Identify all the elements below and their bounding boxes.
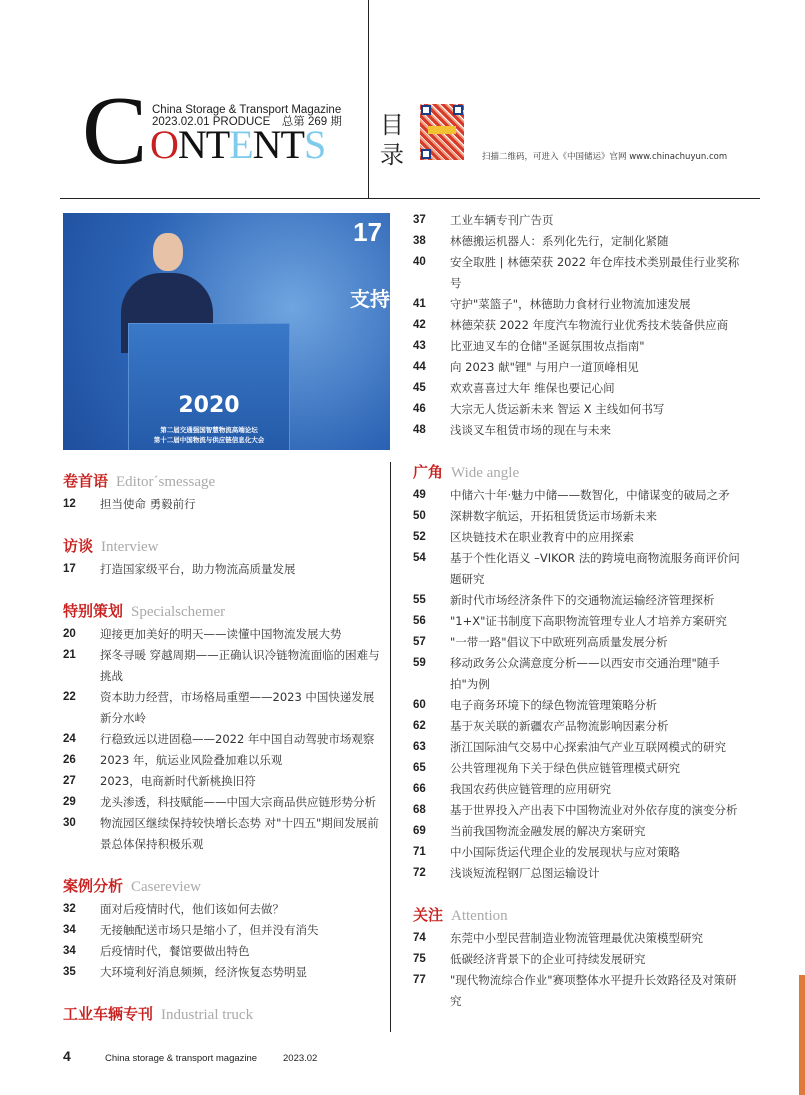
page-edge-strip xyxy=(799,975,805,1095)
logo-o: O xyxy=(150,122,178,167)
entry-title: 区块链技术在职业教育中的应用探索 xyxy=(450,530,634,544)
entry-page: 48 xyxy=(413,424,426,436)
entry-page: 49 xyxy=(413,489,426,501)
entry-title: 行稳致远以进固稳——2022 年中国自动驾驶市场观察 xyxy=(100,732,375,746)
entry-title: "一带一路"倡议下中欧班列高质量发展分析 xyxy=(450,635,668,649)
entry-title: 公共管理视角下关于绿色供应链管理模式研究 xyxy=(450,761,680,775)
logo-e: E xyxy=(229,122,253,167)
section-header xyxy=(63,600,381,624)
magazine-name: China Storage & Transport Magazine xyxy=(152,104,342,116)
entry-title: 面对后疫情时代，他们该如何去做？ xyxy=(100,902,284,916)
entry-title: 比亚迪叉车的仓储"圣诞氛围妆点指南" xyxy=(450,339,645,353)
column-divider xyxy=(390,462,391,1032)
entry-title: 探冬寻暖 穿越周期——正确认识冷链物流面临的困难与挑战 xyxy=(100,648,380,683)
section-title-en: Editor´smessage xyxy=(116,474,216,490)
toc-entry[interactable] xyxy=(413,800,745,821)
toc-entry[interactable] xyxy=(63,729,381,750)
entry-title: 2023 年，航运业风险叠加难以乐观 xyxy=(100,753,283,767)
toc-entry[interactable] xyxy=(413,527,745,548)
entry-title: 迎接更加美好的明天——读懂中国物流发展大势 xyxy=(100,627,342,641)
section-title-cn: 卷首语 xyxy=(63,472,109,490)
toc-right-column xyxy=(413,210,745,1012)
entry-page: 77 xyxy=(413,974,426,986)
toc-entry[interactable] xyxy=(413,590,745,611)
logo-s: S xyxy=(303,122,326,167)
toc-entry[interactable] xyxy=(413,970,745,1012)
entry-page: 41 xyxy=(413,298,426,310)
toc-entry[interactable] xyxy=(63,559,381,580)
entry-title: 守护"菜篮子"，林德助力食材行业物流加速发展 xyxy=(450,297,691,311)
entry-title: 担当使命 勇毅前行 xyxy=(100,497,196,511)
section-title-en: Industrial truck xyxy=(161,1007,254,1023)
entry-page: 22 xyxy=(63,691,76,703)
toc-entry[interactable] xyxy=(413,842,745,863)
section-title-en: Casereview xyxy=(131,879,201,895)
entry-page: 43 xyxy=(413,340,426,352)
section-header xyxy=(63,470,381,494)
entry-title: 电子商务环境下的绿色物流管理策略分析 xyxy=(450,698,657,712)
entry-title: 基于世界投入产出表下中国物流业对外依存度的演变分析 xyxy=(450,803,738,817)
entry-title: 基于个性化语义 –VIKOR 法的跨境电商物流服务商评价问题研究 xyxy=(450,551,740,586)
entry-title: "现代物流综合作业"赛项整体水平提升长效路径及对策研究 xyxy=(450,973,737,1008)
qr-marker xyxy=(421,149,431,159)
section-title-cn: 广角 xyxy=(413,463,444,481)
entry-page: 40 xyxy=(413,256,426,268)
contents-logo xyxy=(150,122,326,167)
toc-entry[interactable] xyxy=(63,792,381,813)
toc-entry[interactable] xyxy=(63,899,381,920)
entry-page: 52 xyxy=(413,531,426,543)
photo-page-badge: 17 xyxy=(353,217,382,247)
podium-year: 2020 xyxy=(178,393,240,418)
toc-entry[interactable] xyxy=(63,624,381,645)
entry-page: 32 xyxy=(63,903,76,915)
entry-page: 59 xyxy=(413,657,426,669)
entry-page: 50 xyxy=(413,510,426,522)
toc-entry[interactable] xyxy=(63,687,381,729)
toc-entry[interactable] xyxy=(413,737,745,758)
entry-page: 35 xyxy=(63,966,76,978)
entry-page: 74 xyxy=(413,932,426,944)
conference-line-2: 第十二届中国物流与供应链信息化大会 xyxy=(153,436,265,444)
entry-page: 44 xyxy=(413,361,426,373)
entry-title: 东莞中小型民营制造业物流管理最优决策模型研究 xyxy=(450,931,703,945)
entry-page: 65 xyxy=(413,762,426,774)
entry-page: 63 xyxy=(413,741,426,753)
section-title-en: Specialschemer xyxy=(131,604,226,620)
section-header xyxy=(413,461,745,485)
entry-title: 安全取胜 | 林德荣获 2022 年仓库技术类别最佳行业奖称号 xyxy=(450,255,740,290)
toc-entry[interactable] xyxy=(413,420,745,441)
toc-entry[interactable] xyxy=(413,779,745,800)
entry-page: 34 xyxy=(63,924,76,936)
toc-entry[interactable] xyxy=(63,920,381,941)
toc-entry[interactable] xyxy=(413,252,745,294)
entry-title: 移动政务公众满意度分析——以西安市交通治理"随手拍"为例 xyxy=(450,656,720,691)
entry-page: 62 xyxy=(413,720,426,732)
entry-title: 欢欢喜喜过大年 维保也要记心间 xyxy=(450,381,615,395)
toc-entry[interactable] xyxy=(413,716,745,737)
toc-entry[interactable] xyxy=(413,506,745,527)
entry-page: 55 xyxy=(413,594,426,606)
cover-photo xyxy=(63,213,390,450)
entry-page: 24 xyxy=(63,733,76,745)
toc-entry[interactable] xyxy=(413,485,745,506)
toc-entry[interactable] xyxy=(413,611,745,632)
entry-title: 打造国家级平台，助力物流高质量发展 xyxy=(100,562,296,576)
entry-page: 29 xyxy=(63,796,76,808)
toc-left-column xyxy=(63,470,381,1027)
section-header xyxy=(63,535,381,559)
entry-title: 大环境利好消息频频，经济恢复态势明显 xyxy=(100,965,307,979)
entry-page: 71 xyxy=(413,846,426,858)
entry-title: 低碳经济背景下的企业可持续发展研究 xyxy=(450,952,646,966)
entry-title: 后疫情时代，餐馆要做出特色 xyxy=(100,944,250,958)
section-title-cn: 特别策划 xyxy=(63,602,124,620)
entry-title: 无接触配送市场只是缩小了，但并没有消失 xyxy=(100,923,319,937)
toc-entry[interactable] xyxy=(413,548,745,590)
issue-line: 2023.02.01 PRODUCE 总第 269 期 xyxy=(152,116,342,128)
entry-title: "1+X"证书制度下高职物流管理专业人才培养方案研究 xyxy=(450,614,727,628)
logo-nt: NT xyxy=(177,122,230,167)
toc-entry[interactable] xyxy=(63,494,381,515)
entry-title: 中小国际货运代理企业的发展现状与应对策略 xyxy=(450,845,680,859)
entry-title: 林德搬运机器人：系列化先行，定制化紧随 xyxy=(450,234,669,248)
scan-text: 扫描二维码，可进入《中国储运》官网 www.chinachuyun.com xyxy=(482,152,728,162)
backdrop-text: 支持 xyxy=(350,287,390,311)
entry-page: 21 xyxy=(63,649,76,661)
toc-entry[interactable] xyxy=(63,750,381,771)
entry-page: 45 xyxy=(413,382,426,394)
page-number: 4 xyxy=(63,1048,71,1064)
toc-entry[interactable] xyxy=(413,863,745,884)
entry-page: 26 xyxy=(63,754,76,766)
logo-nt2: NT xyxy=(252,122,304,167)
entry-page: 12 xyxy=(63,498,76,510)
toc-entry[interactable] xyxy=(413,928,745,949)
entry-title: 浅谈叉车租赁市场的现在与未来 xyxy=(450,423,611,437)
entry-title: 我国农药供应链管理的应用研究 xyxy=(450,782,611,796)
mulu-title: 目录 xyxy=(380,111,404,169)
entry-page: 69 xyxy=(413,825,426,837)
qr-marker xyxy=(421,105,431,115)
qr-logo xyxy=(428,126,456,134)
entry-page: 38 xyxy=(413,235,426,247)
header-divider xyxy=(60,198,760,199)
entry-title: 资本助力经营，市场格局重塑——2023 中国快递发展新分水岭 xyxy=(100,690,375,725)
entry-title: 物流园区继续保持较快增长态势 对"十四五"期间发展前景总体保持积极乐观 xyxy=(100,816,379,851)
qr-code[interactable] xyxy=(420,104,464,160)
magazine-info xyxy=(152,104,342,128)
footer-magazine: China storage & transport magazine xyxy=(105,1053,258,1064)
entry-page: 66 xyxy=(413,783,426,795)
entry-page: 30 xyxy=(63,817,76,829)
toc-entry[interactable] xyxy=(413,357,745,378)
entry-page: 60 xyxy=(413,699,426,711)
entry-page: 75 xyxy=(413,953,426,965)
toc-entry[interactable] xyxy=(413,695,745,716)
entry-title: 基于灰关联的新疆农产品物流影响因素分析 xyxy=(450,719,669,733)
entry-page: 20 xyxy=(63,628,76,640)
entry-page: 42 xyxy=(413,319,426,331)
toc-entry[interactable] xyxy=(413,315,745,336)
toc-entry[interactable] xyxy=(413,399,745,420)
entry-page: 68 xyxy=(413,804,426,816)
entry-title: 深耕数字航运，开拓租赁货运市场新未来 xyxy=(450,509,657,523)
speaker-head xyxy=(153,233,183,271)
header-divider-vertical xyxy=(368,0,369,198)
entry-title: 新时代市场经济条件下的交通物流运输经济管理探析 xyxy=(450,593,715,607)
entry-title: 工业车辆专刊广告页 xyxy=(450,213,554,227)
toc-entry[interactable] xyxy=(413,632,745,653)
page-footer xyxy=(63,1048,317,1064)
entry-page: 72 xyxy=(413,867,426,879)
entry-title: 大宗无人货运新未来 智运 X 主线如何书写 xyxy=(450,402,665,416)
qr-marker xyxy=(453,105,463,115)
entry-page: 54 xyxy=(413,552,426,564)
toc-entry[interactable] xyxy=(63,962,381,983)
toc-entry[interactable] xyxy=(413,231,745,252)
section-header xyxy=(413,904,745,928)
section-title-cn: 工业车辆专刊 xyxy=(63,1005,154,1023)
entry-title: 浙江国际油气交易中心探索油气产业互联网模式的研究 xyxy=(450,740,726,754)
section-title-cn: 关注 xyxy=(413,906,444,924)
toc-entry[interactable] xyxy=(413,336,745,357)
contents-logo-c: C xyxy=(82,77,148,185)
section-title-en: Attention xyxy=(451,908,508,924)
toc-entry[interactable] xyxy=(413,653,745,695)
entry-title: 向 2023 献"锂" 与用户一道顶峰相见 xyxy=(450,360,639,374)
toc-entry[interactable] xyxy=(63,771,381,792)
toc-entry[interactable] xyxy=(413,949,745,970)
section-title-cn: 访谈 xyxy=(63,537,94,555)
toc-entry[interactable] xyxy=(63,941,381,962)
section-header xyxy=(63,875,381,899)
footer-date: 2023.02 xyxy=(283,1053,318,1064)
entry-title: 中储六十年·魅力中储——数智化，中储谋变的破局之矛 xyxy=(450,488,730,502)
entry-title: 林德荣获 2022 年度汽车物流行业优秀技术装备供应商 xyxy=(450,318,729,332)
section-title-en: Interview xyxy=(101,539,159,555)
entry-title: 2023，电商新时代新桃换旧符 xyxy=(100,774,256,788)
entry-page: 46 xyxy=(413,403,426,415)
entry-page: 56 xyxy=(413,615,426,627)
entry-title: 当前我国物流金融发展的解决方案研究 xyxy=(450,824,646,838)
entry-page: 34 xyxy=(63,945,76,957)
entry-title: 龙头渗透，科技赋能——中国大宗商品供应链形势分析 xyxy=(100,795,376,809)
toc-entry[interactable] xyxy=(413,294,745,315)
toc-entry[interactable] xyxy=(63,813,381,855)
toc-entry[interactable] xyxy=(413,758,745,779)
section-title-en: Wide angle xyxy=(451,465,520,481)
toc-entry[interactable] xyxy=(413,210,745,231)
toc-entry[interactable] xyxy=(63,645,381,687)
conference-line-1: 第二届交通强国智慧物流高端论坛 xyxy=(160,426,258,434)
entry-title: 浅谈短流程钢厂总图运输设计 xyxy=(450,866,600,880)
entry-page: 27 xyxy=(63,775,76,787)
toc-entry[interactable] xyxy=(413,821,745,842)
entry-page: 37 xyxy=(413,214,426,226)
section-title-cn: 案例分析 xyxy=(63,877,124,895)
section-header xyxy=(63,1003,381,1027)
entry-page: 17 xyxy=(63,563,76,575)
toc-entry[interactable] xyxy=(413,378,745,399)
entry-page: 57 xyxy=(413,636,426,648)
